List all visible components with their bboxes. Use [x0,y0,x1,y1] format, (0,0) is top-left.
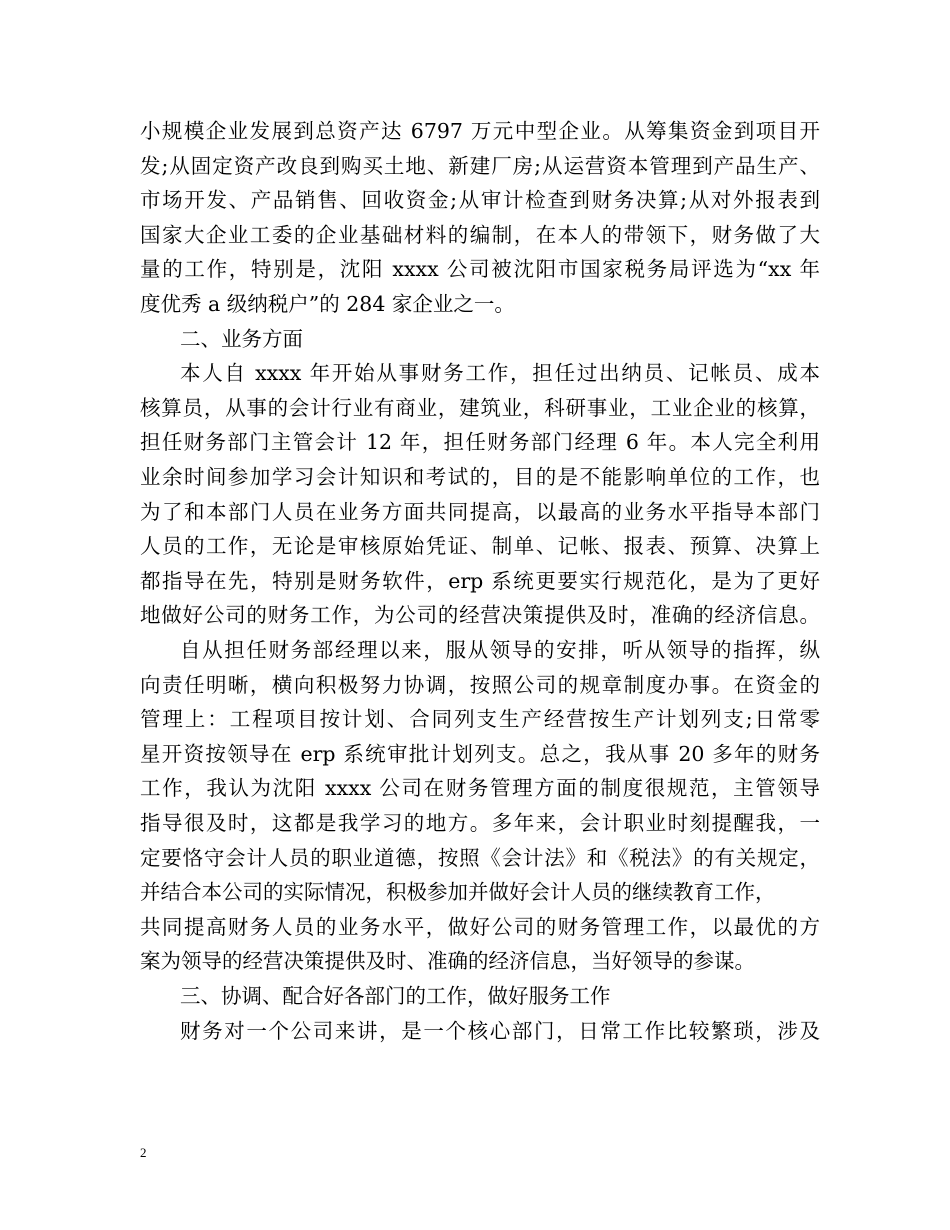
text-line: 国家大企业工委的企业基础材料的编制，在本人的带领下，财务做了大 [140,222,820,247]
text-line: 市场开发、产品销售、回收资金;从审计检查到财务决算;从对外报表到 [140,188,820,213]
text-line: 为了和本部门人员在业务方面共同提高，以最高的业务水平指导本部门 [140,499,820,524]
text-line: 度优秀 a 级纳税户”的 284 家企业之一。 [140,292,515,316]
text-line: 财务对一个公司来讲，是一个核心部门，日常工作比较繁琐，涉及 [180,1018,820,1043]
text-line: 量的工作，特别是，沈阳 xxxx 公司被沈阳市国家税务局评选为“xx 年 [140,257,820,282]
text-line: 工作，我认为沈阳 xxxx 公司在财务管理方面的制度很规范，主管领导 [140,776,820,801]
text-line: 二、业务方面 [180,326,303,351]
text-line: 本人自 xxxx 年开始从事财务工作，担任过出纳员、记帐员、成本 [180,361,820,386]
text-line: 定要恪守会计人员的职业道德，按照《会计法》和《税法》的有关规定， [140,845,820,870]
text-line: 业余时间参加学习会计知识和考试的，目的是不能影响单位的工作，也 [140,465,820,489]
text-line: 案为领导的经营决策提供及时、准确的经济信息，当好领导的参谋。 [140,949,755,974]
text-line: 核算员，从事的会计行业有商业，建筑业，科研事业，工业企业的核算， [140,395,820,420]
text-line: 共同提高财务人员的业务水平，做好公司的财务管理工作，以最优的方 [140,914,820,939]
text-line: 管理上：工程项目按计划、合同列支生产经营按生产计划列支;日常零 [140,707,820,732]
text-line: 星开资按领导在 erp 系统审批计划列支。总之，我从事 20 多年的财务 [140,741,820,766]
text-line: 发;从固定资产改良到购买土地、新建厂房;从运营资本管理到产品生产、 [140,153,820,178]
text-line: 都指导在先，特别是财务软件，erp 系统更要实行规范化，是为了更好 [140,568,820,593]
text-line: 担任财务部门主管会计 12 年，担任财务部门经理 6 年。本人完全利用 [140,430,820,455]
text-line: 三、协调、配合好各部门的工作，做好服务工作 [180,984,611,1008]
page-number: 2 [140,1145,147,1160]
text-line: 并结合本公司的实际情况，积极参加并做好会计人员的继续教育工作， [140,880,776,905]
text-line: 指导很及时，这都是我学习的地方。多年来，会计职业时刻提醒我，一 [140,811,820,835]
text-line: 向责任明晰，横向积极努力协调，按照公司的规章制度办事。在资金的 [140,672,820,697]
text-line: 地做好公司的财务工作，为公司的经营决策提供及时，准确的经济信息。 [140,603,820,628]
text-line: 人员的工作，无论是审核原始凭证、制单、记帐、报表、预算、决算上 [140,534,820,559]
text-line: 自从担任财务部经理以来，服从领导的安排，听从领导的指挥，纵 [180,638,820,662]
text-line: 小规模企业发展到总资产达 6797 万元中型企业。从筹集资金到项目开 [140,119,820,143]
